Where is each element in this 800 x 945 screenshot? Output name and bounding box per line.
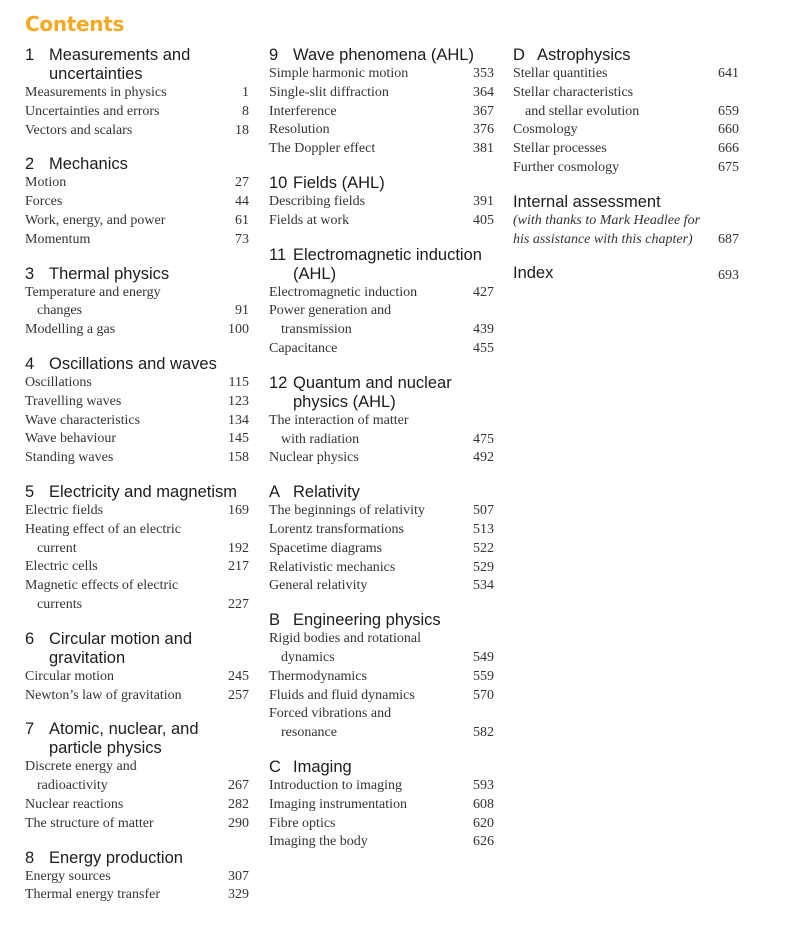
entry-page-number: 439 (473, 322, 494, 338)
section-heading[interactable] (269, 246, 494, 284)
entry-page-number: 529 (473, 559, 494, 575)
toc-entry[interactable] (25, 758, 249, 796)
toc-entry[interactable] (25, 815, 249, 834)
toc-entry[interactable] (25, 174, 249, 193)
entry-page-number: 593 (473, 777, 494, 793)
toc-entry[interactable] (269, 193, 494, 212)
entry-title-line: Vectors and scalars (25, 122, 133, 138)
contents-column-1 (25, 46, 249, 920)
section-title-line: uncertainties (49, 65, 143, 83)
toc-entry[interactable] (269, 212, 494, 231)
toc-entry[interactable] (269, 140, 494, 159)
entry-title-line: resonance (281, 725, 337, 741)
entry-page-number: 559 (473, 668, 494, 684)
section-number: 11 (269, 245, 287, 264)
entry-title-line: (with thanks to Mark Headlee for (513, 212, 701, 228)
entry-page-number: 192 (228, 540, 249, 556)
entry-page-number: 100 (228, 322, 249, 338)
entry-title-line: Forced vibrations and (269, 706, 392, 722)
section-number: 1 (25, 46, 35, 64)
toc-entry[interactable] (269, 84, 494, 103)
section-number: B (269, 611, 281, 630)
entry-title-line: Discrete energy and (25, 759, 137, 775)
toc-entry[interactable] (269, 103, 494, 122)
toc-section (513, 193, 739, 250)
toc-section (513, 264, 739, 283)
entry-page-number: 364 (473, 84, 494, 100)
section-heading[interactable] (25, 483, 249, 502)
section-number: 4 (25, 354, 35, 373)
entry-title-line: Power generation and (269, 303, 392, 319)
section-number: 10 (269, 173, 288, 192)
entry-page-number: 267 (228, 778, 249, 794)
entry-page-number: 659 (718, 103, 739, 119)
entry-page-number: 91 (235, 303, 249, 319)
entry-title-line: Spacetime diagrams (269, 540, 383, 556)
entry-page-number: 61 (235, 212, 249, 228)
entry-title-line: Momentum (25, 231, 91, 247)
section-title-line: Wave phenomena (AHL) (293, 46, 474, 64)
toc-section (513, 46, 739, 178)
toc-entry[interactable] (25, 231, 249, 250)
section-number: D (513, 46, 525, 64)
entry-title-line: Further cosmology (513, 159, 620, 175)
entry-page-number: 513 (473, 521, 494, 537)
entry-title-line: his assistance with this chapter) (513, 231, 693, 247)
entry-page-number: 1 (242, 85, 249, 100)
toc-section (269, 246, 494, 359)
page-title: Contents (25, 12, 125, 36)
toc-section (269, 46, 494, 159)
entry-title-line: Lorentz transformations (269, 521, 404, 537)
toc-entry[interactable] (25, 868, 249, 887)
section-number: 3 (25, 264, 35, 283)
entry-title-line: The Doppler effect (269, 141, 376, 157)
section-title-line: Index (513, 264, 554, 283)
entry-title-line: Simple harmonic motion (269, 66, 409, 81)
entry-page-number: 620 (473, 815, 494, 831)
section-heading[interactable] (513, 46, 739, 65)
section-title-line: Electromagnetic induction (293, 245, 482, 264)
entry-title-line: Stellar processes (513, 141, 607, 157)
entry-page-number: 123 (228, 393, 249, 409)
entry-title-line: Forces (25, 194, 63, 210)
entry-title-line: Energy sources (25, 868, 111, 884)
entry-page-number: 145 (228, 431, 249, 447)
section-heading[interactable] (513, 193, 739, 212)
toc-section (25, 849, 249, 906)
entry-title-line: Stellar characteristics (513, 84, 634, 100)
toc-entry[interactable] (25, 321, 249, 340)
entry-title-line: Thermal energy transfer (25, 887, 161, 903)
section-heading[interactable] (25, 630, 249, 668)
entry-page-number: 282 (228, 796, 249, 812)
section-heading[interactable] (25, 355, 249, 374)
toc-section (269, 758, 494, 852)
entry-page-number: 376 (473, 122, 494, 138)
entry-page-number: 687 (718, 231, 739, 247)
entry-title-line: Magnetic effects of electric (25, 578, 179, 594)
toc-entry[interactable] (269, 577, 494, 596)
entry-page-number: 18 (235, 122, 249, 138)
section-title-line: Quantum and nuclear (293, 373, 452, 392)
entry-title-line: Thermodynamics (269, 668, 367, 684)
entry-page-number: 217 (228, 559, 249, 575)
toc-entry[interactable] (25, 212, 249, 231)
entry-title-line: current (37, 540, 77, 556)
entry-page-number: 169 (228, 502, 249, 518)
entry-page-number: 245 (228, 668, 249, 684)
entry-title-line: Resolution (269, 122, 330, 138)
section-title-line: physics (AHL) (293, 392, 396, 411)
toc-entry[interactable] (513, 65, 739, 84)
section-title-line: Energy production (49, 848, 183, 867)
entry-page-number: 522 (473, 540, 494, 556)
toc-entry[interactable] (25, 412, 249, 431)
section-heading[interactable] (25, 265, 249, 284)
section-heading[interactable] (269, 374, 494, 412)
entry-title-line: with radiation (281, 431, 360, 447)
section-title-line: Relativity (293, 483, 360, 502)
toc-section (25, 155, 249, 249)
toc-section (269, 374, 494, 468)
section-title-line: Oscillations and waves (49, 354, 217, 373)
entry-title-line: Single-slit diffraction (269, 84, 389, 100)
toc-entry[interactable] (269, 121, 494, 140)
entry-page-number: 427 (473, 284, 494, 300)
toc-entry[interactable] (25, 886, 249, 905)
section-title-line: Astrophysics (537, 46, 631, 64)
entry-page-number: 507 (473, 503, 494, 519)
section-heading[interactable] (269, 483, 494, 502)
entry-title-line: The structure of matter (25, 815, 154, 831)
toc-entry[interactable] (25, 449, 249, 468)
section-heading[interactable] (269, 174, 494, 193)
section-title-line: (AHL) (293, 264, 337, 283)
entry-page-number: 660 (718, 122, 739, 138)
entry-page-number: 27 (235, 175, 249, 191)
toc-entry[interactable] (513, 121, 739, 140)
entry-title-line: Rigid bodies and rotational (269, 631, 422, 647)
toc-entry[interactable] (25, 668, 249, 687)
entry-page-number: 626 (473, 834, 494, 850)
section-title-line: Circular motion and (49, 629, 193, 648)
toc-entry[interactable] (25, 84, 249, 103)
entry-title-line: dynamics (281, 649, 335, 665)
toc-entry[interactable] (25, 374, 249, 393)
entry-title-line: Nuclear reactions (25, 796, 124, 812)
section-title-line: gravitation (49, 648, 126, 667)
entry-page-number: 367 (473, 103, 494, 119)
toc-section (25, 483, 249, 615)
entry-page-number: 570 (473, 687, 494, 703)
entry-page-number: 353 (473, 66, 494, 81)
section-title-line: Atomic, nuclear, and (49, 720, 199, 739)
section-heading[interactable] (269, 758, 494, 777)
entry-page-number: 455 (473, 340, 494, 356)
toc-entry[interactable] (513, 159, 739, 178)
toc-entry[interactable] (25, 577, 249, 615)
entry-page-number: 549 (473, 649, 494, 665)
section-number: C (269, 757, 281, 776)
section-number: 2 (25, 155, 35, 174)
section-heading[interactable] (25, 720, 249, 758)
entry-page-number: 257 (228, 687, 249, 703)
entry-title-line: Measurements in physics (25, 85, 167, 100)
entry-title-line: Imaging the body (269, 834, 368, 850)
section-heading[interactable] (269, 611, 494, 630)
entry-title-line: Temperature and energy (25, 284, 161, 300)
entry-title-line: Interference (269, 103, 337, 119)
section-number: 9 (269, 46, 279, 64)
entry-page-number: 134 (228, 412, 249, 428)
section-number: 5 (25, 482, 35, 501)
section-title-line: Engineering physics (293, 611, 441, 630)
toc-section (25, 46, 249, 140)
section-number: 8 (25, 848, 35, 867)
entry-title-line: General relativity (269, 578, 368, 594)
entry-title-line: Nuclear physics (269, 450, 359, 466)
section-heading[interactable] (25, 46, 249, 84)
entry-page-number: 290 (228, 815, 249, 831)
entry-title-line: Motion (25, 175, 67, 191)
section-heading[interactable] (25, 155, 249, 174)
toc-entry[interactable] (25, 284, 249, 322)
entry-title-line: Travelling waves (25, 393, 122, 409)
entry-page-number: 73 (235, 231, 249, 247)
entry-title-line: Modelling a gas (25, 322, 116, 338)
entry-title-line: and stellar evolution (525, 103, 640, 119)
section-title-line: Thermal physics (49, 264, 170, 283)
toc-entry[interactable] (269, 449, 494, 468)
entry-title-line: Cosmology (513, 122, 578, 138)
entry-page-number: 158 (228, 450, 249, 466)
toc-entry[interactable] (269, 777, 494, 796)
section-number: A (269, 483, 281, 502)
entry-title-line: Electric cells (25, 559, 98, 575)
section-title-line: particle physics (49, 739, 162, 758)
toc-entry[interactable] (269, 559, 494, 578)
entry-title-line: Newton’s law of gravitation (25, 687, 182, 703)
entry-page-number: 329 (228, 887, 249, 903)
entry-title-line: Fields at work (269, 212, 350, 228)
entry-title-line: Wave behaviour (25, 431, 116, 447)
entry-page-number: 475 (473, 431, 494, 447)
contents-column-2 (269, 46, 494, 867)
toc-section (25, 630, 249, 706)
toc-entry[interactable] (269, 412, 494, 450)
entry-title-line: Circular motion (25, 668, 115, 684)
entry-title-line: The beginnings of relativity (269, 503, 425, 519)
section-heading[interactable] (513, 264, 739, 283)
entry-title-line: transmission (281, 322, 352, 338)
entry-title-line: radioactivity (37, 778, 108, 794)
entry-page-number: 227 (228, 596, 249, 612)
entry-page-number: 307 (228, 868, 249, 884)
entry-page-number: 115 (228, 374, 249, 390)
entry-page-number: 675 (718, 159, 739, 175)
toc-entry[interactable] (25, 103, 249, 122)
toc-entry[interactable] (269, 540, 494, 559)
toc-section (25, 355, 249, 468)
toc-entry[interactable] (25, 193, 249, 212)
toc-entry[interactable] (25, 558, 249, 577)
toc-entry[interactable] (25, 393, 249, 412)
toc-entry[interactable] (25, 502, 249, 521)
toc-entry[interactable] (269, 687, 494, 706)
toc-entry[interactable] (269, 815, 494, 834)
entry-title-line: Work, energy, and power (25, 212, 166, 228)
toc-entry[interactable] (269, 668, 494, 687)
entry-page-number: 492 (473, 450, 494, 466)
entry-page-number: 641 (718, 66, 739, 81)
entry-title-line: Heating effect of an electric (25, 521, 181, 537)
entry-title-line: Wave characteristics (25, 412, 141, 428)
toc-entry[interactable] (513, 140, 739, 159)
entry-title-line: Relativistic mechanics (269, 559, 396, 575)
toc-entry[interactable] (269, 340, 494, 359)
toc-section (25, 265, 249, 340)
contents-column-3 (513, 46, 739, 298)
toc-entry[interactable] (25, 796, 249, 815)
toc-entry[interactable] (25, 521, 249, 559)
entry-title-line: Fluids and fluid dynamics (269, 687, 415, 703)
entry-page-number: 534 (473, 578, 494, 594)
toc-entry[interactable] (269, 284, 494, 303)
entry-title-line: Oscillations (25, 374, 92, 390)
toc-entry[interactable] (269, 65, 494, 84)
entry-page-number: 44 (235, 194, 249, 210)
section-page-number: 693 (718, 268, 739, 284)
entry-title-line: currents (37, 596, 83, 612)
toc-entry[interactable] (269, 630, 494, 668)
section-title-line: Electricity and magnetism (49, 482, 237, 501)
toc-entry[interactable] (269, 705, 494, 743)
toc-entry[interactable] (269, 833, 494, 852)
section-title-line: Fields (AHL) (293, 173, 385, 192)
entry-page-number: 405 (473, 212, 494, 228)
toc-section (25, 720, 249, 833)
entry-title-line: changes (37, 303, 83, 319)
entry-page-number: 8 (242, 103, 249, 119)
toc-entry[interactable] (513, 212, 739, 250)
entry-title-line: Electromagnetic induction (269, 284, 418, 300)
entry-title-line: Capacitance (269, 340, 338, 356)
toc-entry[interactable] (25, 430, 249, 449)
section-title-line: Internal assessment (513, 192, 661, 211)
section-title-line: Measurements and (49, 46, 191, 64)
toc-entry[interactable] (269, 521, 494, 540)
toc-section (269, 174, 494, 231)
entry-title-line: Electric fields (25, 502, 104, 518)
entry-title-line: Fibre optics (269, 815, 336, 831)
toc-section (269, 611, 494, 743)
entry-title-line: Standing waves (25, 450, 114, 466)
entry-title-line: The interaction of matter (269, 412, 409, 428)
toc-entry[interactable] (269, 796, 494, 815)
section-number: 6 (25, 629, 35, 648)
toc-entry[interactable] (269, 302, 494, 340)
entry-page-number: 391 (473, 193, 494, 209)
entry-page-number: 582 (473, 725, 494, 741)
section-number: 7 (25, 720, 35, 739)
entry-title-line: Introduction to imaging (269, 777, 402, 793)
entry-page-number: 666 (718, 141, 739, 157)
section-number: 12 (269, 373, 288, 392)
section-title-line: Mechanics (49, 155, 128, 174)
section-heading[interactable] (25, 849, 249, 868)
entry-page-number: 381 (473, 141, 494, 157)
section-heading[interactable] (269, 46, 494, 65)
section-title-line: Imaging (293, 757, 352, 776)
entry-title-line: Uncertainties and errors (25, 103, 160, 119)
toc-entry[interactable] (25, 122, 249, 141)
entry-page-number: 608 (473, 796, 494, 812)
toc-entry[interactable] (513, 84, 739, 122)
entry-title-line: Stellar quantities (513, 66, 608, 81)
toc-entry[interactable] (25, 687, 249, 706)
toc-entry[interactable] (269, 502, 494, 521)
entry-title-line: Describing fields (269, 193, 366, 209)
toc-section (269, 483, 494, 596)
entry-title-line: Imaging instrumentation (269, 796, 408, 812)
